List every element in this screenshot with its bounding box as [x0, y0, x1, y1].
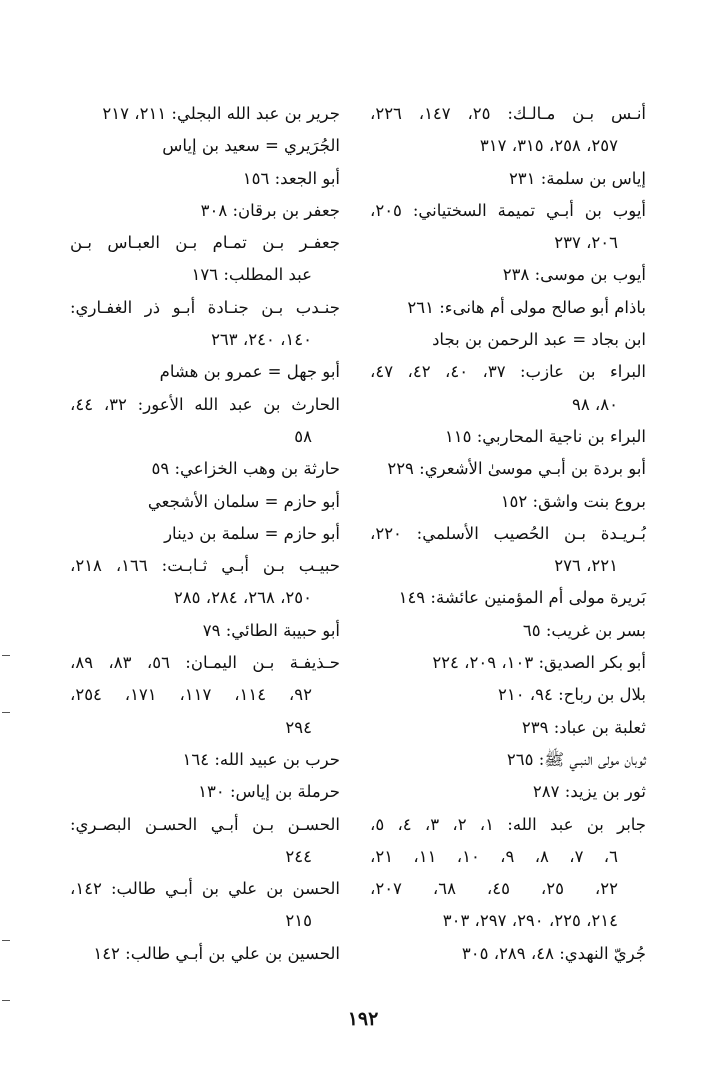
index-entry: ٢٤٤: [285, 846, 312, 866]
index-entry: باذام أبو صالح مولى أم هانىء: ٢٦١: [407, 297, 646, 317]
index-entry: جعفر بن برقان: ٣٠٨: [200, 200, 340, 220]
index-entry: ثعلبة بن عباد: ٢٣٩: [521, 717, 646, 737]
index-entry: ٢١٥: [285, 911, 312, 931]
index-entry: ٢٢١، ٢٧٦: [554, 556, 618, 576]
index-entry: ٩٢، ١١٤، ١١٧، ١٧١، ٢٥٤،: [70, 685, 312, 705]
index-entry: بروع بنت واشق: ١٥٢: [500, 491, 646, 511]
scan-edge-mark: [2, 1000, 10, 1001]
index-entry: حارثة بن وهب الخزاعي: ٥٩: [151, 459, 340, 479]
index-entry: ١٤٠، ٢٤٠، ٢٦٣: [211, 330, 312, 350]
index-entry: جرير بن عبد الله البجلي: ٢١١، ٢١٧: [102, 104, 340, 123]
index-entry: عبد المطلب: ١٧٦: [191, 265, 312, 285]
index-entry: ٢١٤، ٢٢٥، ٢٩٠، ٢٩٧، ٣٠٣: [442, 911, 618, 931]
index-entry: ٢٠٦، ٢٣٧: [554, 233, 618, 253]
index-entry: أبو بردة بن أبـي موسىٰ الأشعري: ٢٢٩: [387, 459, 646, 479]
index-entry: الحسن بن علي بن أبـي طالب: ١٤٢،: [70, 879, 340, 899]
scan-edge-mark: [2, 655, 10, 656]
index-entry: أبو حازم = سلمان الأشجعي: [147, 491, 340, 511]
index-entry: ٢٥٠، ٢٦٨، ٢٨٤، ٢٨٥: [173, 588, 312, 608]
index-entry: ٨٠، ٩٨: [571, 394, 618, 414]
index-entry: ٦، ٧، ٨، ٩، ١٠، ١١، ٢١،: [370, 846, 618, 866]
index-entry: بُـريـدة بـن الحُصيب الأسلمي: ٢٢٠،: [370, 523, 646, 543]
index-entry: حـذيفـة بـن اليمـان: ٥٦، ٨٣، ٨٩،: [70, 653, 341, 673]
index-entry: أبو الجعد: ١٥٦: [242, 168, 340, 188]
index-entry: أبو حبيبة الطائي: ٧٩: [202, 620, 340, 640]
index-entry: إياس بن سلمة: ٢٣١: [508, 168, 646, 188]
index-entry: جابر بن عبد الله: ١، ٢، ٣، ٤، ٥،: [370, 814, 647, 834]
index-entry: ٥٨: [294, 426, 312, 446]
index-entry: البراء بن ناجية المحاربي: ١١٥: [444, 426, 646, 446]
index-entry: الحسين بن علي بن أبـي طالب: ١٤٢: [93, 943, 340, 963]
index-entry: حرملة بن إياس: ١٣٠: [198, 782, 340, 802]
index-entry: أيوب بن موسى: ٢٣٨: [502, 265, 646, 285]
index-entry: جعفـر بـن تمـام بـن العبـاس بـن: [70, 233, 340, 253]
index-entry: البراء بن عازب: ٣٧، ٤٠، ٤٢، ٤٧،: [370, 362, 646, 382]
index-entry: جنـدب بـن جنـادة أبـو ذر الغفـاري:: [70, 297, 340, 317]
page-number: ١٩٢: [347, 1008, 379, 1030]
index-column-left: [70, 98, 340, 970]
index-entry: أبو بكر الصديق: ١٠٣، ٢٠٩، ٢٢٤: [432, 653, 646, 673]
index-entry: ثور بن يزيد: ٢٨٧: [532, 782, 646, 802]
index-entry: أبو جهل = عمرو بن هشام: [159, 362, 340, 382]
index-entry: ثوبان مولى النبـي ﷺ: ٢٦٥: [506, 749, 646, 769]
index-entry: جُريّ النهدي: ٤٨، ٢٨٩، ٣٠٥: [461, 943, 646, 963]
index-entry: ابن بجاد = عبد الرحمن بن بجاد: [432, 330, 646, 350]
index-entry: حرب بن عبيد الله: ١٦٤: [182, 749, 340, 769]
index-entry: الجُرَيري = سعيد بن إياس: [162, 136, 340, 156]
index-entry: أبو حازم = سلمة بن دينار: [164, 523, 340, 543]
index-entry: بلال بن رباح: ٩٤، ٢١٠: [497, 685, 646, 705]
index-entry: الحسـن بـن أبـي الحسـن البصـري:: [70, 814, 340, 834]
index-column-right: [370, 98, 646, 970]
index-entry: الحارث بن عبد الله الأعور: ٣٢، ٤٤،: [70, 394, 341, 414]
index-entry: ٢٥٧، ٢٥٨، ٣١٥، ٣١٧: [479, 136, 618, 156]
index-entry: بَريرة مولى أم المؤمنين عائشة: ١٤٩: [398, 588, 646, 608]
index-entry: حبيـب بـن أبـي ثـابـت: ١٦٦، ٢١٨،: [70, 556, 340, 576]
index-entry: ٢٩٤: [285, 717, 312, 737]
index-entry: أيوب بن أبـي تميمة السختياني: ٢٠٥،: [370, 200, 646, 220]
scan-edge-mark: [2, 712, 10, 713]
index-entry: بسر بن غريب: ٦٥: [522, 620, 646, 640]
index-entry: ٢٢، ٢٥، ٤٥، ٦٨، ٢٠٧،: [370, 879, 618, 899]
scan-edge-mark: [2, 940, 10, 941]
index-entry: أنـس بـن مـالـك: ٢٥، ١٤٧، ٢٢٦،: [370, 104, 647, 123]
